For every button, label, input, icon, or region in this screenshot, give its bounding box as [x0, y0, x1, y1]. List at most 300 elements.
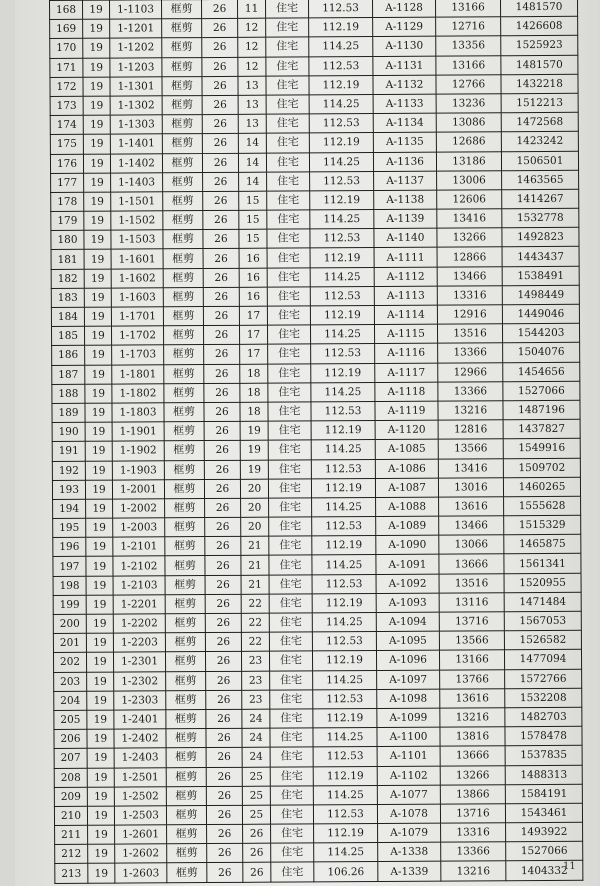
unit-no-cell: 1-2301: [113, 652, 165, 672]
unit-price-cell: 12816: [438, 420, 503, 440]
unit-price-cell: 13316: [437, 286, 502, 306]
usage-cell: 住宅: [269, 594, 312, 613]
table-body: [50, 0, 583, 883]
usage-cell: 住宅: [268, 459, 311, 478]
total-floors-cell: 26: [207, 863, 243, 882]
total-floors-cell: 26: [205, 633, 241, 652]
area-cell: 112.19: [309, 18, 373, 38]
total-price-cell: 1537835: [505, 746, 582, 766]
total-floors-cell: 26: [202, 19, 238, 38]
floor-cell: 15: [239, 229, 267, 248]
unit-price-cell: 13166: [435, 0, 500, 17]
unit-no-cell: 1-2401: [114, 710, 166, 730]
area-cell: 112.19: [309, 133, 373, 153]
unit-price-cell: 13566: [439, 631, 504, 651]
usage-cell: 住宅: [269, 632, 312, 651]
total-price-cell: 1509702: [503, 458, 580, 478]
total-price-cell: 1527066: [503, 381, 580, 401]
structure-type-cell: 框剪: [164, 364, 204, 383]
building-no-cell: 19: [85, 422, 112, 441]
structure-type-cell: 框剪: [165, 633, 205, 652]
floor-cell: 23: [242, 671, 270, 690]
unit-price-cell: 13086: [436, 113, 501, 133]
usage-cell: 住宅: [269, 575, 312, 594]
total-floors-cell: 26: [203, 249, 239, 268]
unit-no-cell: 1-1503: [111, 230, 163, 250]
row-index-cell: 195: [53, 518, 86, 537]
building-no-cell: 19: [87, 787, 114, 806]
floor-cell: 14: [238, 133, 266, 152]
page-number: 11: [563, 861, 576, 872]
record-no-cell: A-1117: [375, 363, 438, 383]
total-price-cell: 1482703: [505, 707, 582, 727]
structure-type-cell: 框剪: [162, 76, 202, 95]
area-cell: 112.53: [311, 344, 375, 364]
record-no-cell: A-1101: [377, 746, 440, 766]
area-cell: 112.53: [310, 171, 374, 191]
unit-no-cell: 1-2602: [115, 844, 167, 864]
usage-cell: 住宅: [271, 843, 314, 862]
total-price-cell: 1526582: [504, 630, 581, 650]
record-no-cell: A-1136: [373, 152, 436, 172]
unit-price-cell: 13366: [438, 343, 503, 363]
record-no-cell: A-1114: [374, 305, 437, 325]
total-floors-cell: 26: [203, 287, 239, 306]
usage-cell: 住宅: [268, 363, 311, 382]
building-no-cell: 19: [85, 480, 112, 499]
unit-price-cell: 13116: [439, 593, 504, 613]
total-price-cell: 1443437: [502, 247, 579, 267]
unit-price-cell: 13016: [438, 477, 503, 497]
total-floors-cell: 26: [205, 517, 241, 536]
total-floors-cell: 26: [203, 191, 239, 210]
total-floors-cell: 26: [204, 364, 240, 383]
row-index-cell: 210: [54, 806, 87, 825]
unit-no-cell: 1-2103: [113, 575, 165, 595]
unit-no-cell: 1-1501: [111, 192, 163, 212]
usage-cell: 住宅: [266, 18, 309, 37]
structure-type-cell: 框剪: [163, 211, 203, 230]
unit-price-cell: 13466: [437, 266, 502, 286]
unit-no-cell: 1-2403: [114, 748, 166, 768]
structure-type-cell: 框剪: [165, 575, 205, 594]
area-cell: 114.25: [313, 785, 377, 805]
building-no-cell: 19: [83, 0, 110, 19]
unit-no-cell: 1-2003: [113, 518, 165, 538]
row-index-cell: 199: [53, 595, 86, 614]
building-no-cell: 19: [83, 39, 110, 58]
area-cell: 112.19: [310, 248, 374, 268]
structure-type-cell: 框剪: [166, 709, 206, 728]
area-cell: 114.25: [311, 440, 375, 460]
total-floors-cell: 26: [205, 575, 241, 594]
unit-price-cell: 13816: [440, 727, 505, 747]
building-no-cell: 19: [83, 58, 110, 77]
unit-price-cell: 13416: [437, 209, 502, 229]
total-price-cell: 1437827: [503, 419, 580, 439]
record-no-cell: A-1093: [376, 593, 439, 613]
floor-cell: 23: [242, 690, 270, 709]
record-no-cell: A-1118: [375, 382, 438, 402]
floor-cell: 19: [240, 460, 268, 479]
record-no-cell: A-1116: [375, 344, 438, 364]
floor-cell: 15: [239, 210, 267, 229]
record-no-cell: A-1088: [376, 497, 439, 517]
record-no-cell: A-1119: [375, 401, 438, 421]
record-no-cell: A-1137: [374, 171, 437, 191]
area-cell: 112.19: [312, 593, 376, 613]
unit-no-cell: 1-1901: [112, 422, 164, 442]
building-no-cell: 19: [84, 288, 111, 307]
area-cell: 114.25: [312, 555, 376, 575]
unit-no-cell: 1-1202: [110, 38, 162, 58]
total-price-cell: 1463565: [502, 170, 579, 190]
usage-cell: 住宅: [269, 536, 312, 555]
floor-cell: 20: [241, 517, 269, 536]
structure-type-cell: 框剪: [163, 191, 203, 210]
usage-cell: 住宅: [267, 210, 310, 229]
unit-price-cell: 13766: [440, 669, 505, 689]
total-floors-cell: 26: [202, 76, 238, 95]
total-floors-cell: 26: [203, 230, 239, 249]
building-no-cell: 19: [85, 403, 112, 422]
total-floors-cell: 26: [203, 306, 239, 325]
record-no-cell: A-1113: [374, 286, 437, 306]
record-no-cell: A-1138: [374, 190, 437, 210]
unit-no-cell: 1-2303: [114, 691, 166, 711]
total-price-cell: 1487196: [503, 400, 580, 420]
building-no-cell: 19: [83, 19, 110, 38]
structure-type-cell: 框剪: [164, 383, 204, 402]
usage-cell: 住宅: [269, 651, 312, 670]
unit-price-cell: 13266: [437, 228, 502, 248]
unit-no-cell: 1-2101: [113, 537, 165, 557]
unit-price-cell: 13516: [439, 573, 504, 593]
total-price-cell: 1492823: [502, 228, 579, 248]
building-no-cell: 19: [86, 518, 113, 537]
floor-cell: 21: [241, 556, 269, 575]
total-price-cell: 1481570: [501, 55, 578, 75]
area-cell: 114.25: [310, 210, 374, 230]
unit-no-cell: 1-1703: [112, 345, 164, 365]
usage-cell: 住宅: [269, 613, 312, 632]
structure-type-cell: 框剪: [166, 748, 206, 767]
unit-price-cell: 13266: [440, 765, 505, 785]
floor-cell: 22: [241, 613, 269, 632]
row-index-cell: 173: [50, 96, 83, 115]
usage-cell: 住宅: [266, 95, 309, 114]
structure-type-cell: 框剪: [163, 287, 203, 306]
area-cell: 112.19: [311, 421, 375, 441]
floor-cell: 21: [241, 575, 269, 594]
unit-no-cell: 1-1402: [110, 153, 162, 173]
total-price-cell: 1477094: [504, 650, 581, 670]
area-cell: 114.25: [309, 94, 373, 114]
structure-type-cell: 框剪: [163, 230, 203, 249]
structure-type-cell: 框剪: [166, 805, 206, 824]
usage-cell: 住宅: [267, 325, 310, 344]
total-floors-cell: 26: [205, 537, 241, 556]
record-no-cell: A-1339: [378, 862, 441, 882]
unit-no-cell: 1-1903: [112, 460, 164, 480]
structure-type-cell: 框剪: [162, 19, 202, 38]
building-no-cell: 19: [84, 211, 111, 230]
usage-cell: 住宅: [271, 862, 314, 881]
usage-cell: 住宅: [266, 152, 309, 171]
total-floors-cell: 26: [206, 786, 242, 805]
unit-price-cell: 13356: [436, 36, 501, 56]
floor-cell: 18: [240, 383, 268, 402]
structure-type-cell: 框剪: [167, 825, 207, 844]
unit-no-cell: 1-1603: [111, 288, 163, 308]
unit-price-cell: 13236: [436, 94, 501, 114]
total-floors-cell: 26: [205, 498, 241, 517]
total-floors-cell: 26: [202, 38, 238, 57]
unit-price-cell: 13416: [438, 458, 503, 478]
total-price-cell: 1493922: [506, 822, 583, 842]
record-no-cell: A-1115: [374, 324, 437, 344]
building-no-cell: 19: [86, 557, 113, 576]
structure-type-cell: 框剪: [164, 460, 204, 479]
record-no-cell: A-1099: [377, 708, 440, 728]
unit-no-cell: 1-2203: [113, 633, 165, 653]
unit-price-cell: 13616: [439, 497, 504, 517]
building-no-cell: 19: [87, 729, 114, 748]
building-no-cell: 19: [87, 748, 114, 767]
row-index-cell: 197: [53, 557, 86, 576]
total-floors-cell: 26: [204, 383, 240, 402]
total-price-cell: 1465875: [504, 535, 581, 555]
total-price-cell: 1532778: [502, 208, 579, 228]
building-no-cell: 19: [86, 576, 113, 595]
usage-cell: 住宅: [268, 383, 311, 402]
usage-cell: 住宅: [269, 555, 312, 574]
usage-cell: 住宅: [268, 479, 311, 498]
record-no-cell: A-1131: [373, 56, 436, 76]
floor-cell: 26: [243, 824, 271, 843]
usage-cell: 住宅: [267, 172, 310, 191]
unit-price-cell: 13666: [440, 746, 505, 766]
floor-cell: 25: [242, 767, 270, 786]
structure-type-cell: 框剪: [167, 863, 207, 882]
row-index-cell: 208: [54, 768, 87, 787]
record-no-cell: A-1133: [373, 94, 436, 114]
record-no-cell: A-1090: [376, 535, 439, 555]
total-floors-cell: 26: [204, 345, 240, 364]
record-no-cell: A-1097: [377, 670, 440, 690]
record-no-cell: A-1096: [376, 651, 439, 671]
total-price-cell: 1449046: [502, 304, 579, 324]
row-index-cell: 182: [51, 269, 84, 288]
area-cell: 112.53: [312, 517, 376, 537]
unit-no-cell: 1-2001: [112, 479, 164, 499]
row-index-cell: 211: [55, 825, 88, 844]
unit-no-cell: 1-1203: [110, 57, 162, 77]
unit-no-cell: 1-2202: [113, 614, 165, 634]
floor-cell: 14: [239, 172, 267, 191]
record-no-cell: A-1130: [373, 37, 436, 57]
record-no-cell: A-1135: [373, 132, 436, 152]
floor-cell: 22: [241, 594, 269, 613]
unit-price-cell: 12916: [437, 305, 502, 325]
total-price-cell: 1543461: [505, 803, 582, 823]
unit-price-cell: 12606: [437, 190, 502, 210]
unit-price-cell: 13466: [439, 516, 504, 536]
total-floors-cell: 26: [202, 95, 238, 114]
row-index-cell: 194: [53, 499, 86, 518]
area-cell: 112.19: [309, 75, 373, 95]
area-cell: 114.25: [309, 152, 373, 172]
total-price-cell: 1414267: [502, 189, 579, 209]
area-cell: 114.25: [314, 843, 378, 863]
structure-type-cell: 框剪: [166, 690, 206, 709]
unit-price-cell: 13166: [439, 650, 504, 670]
total-floors-cell: 26: [206, 728, 242, 747]
unit-price-cell: 13006: [437, 170, 502, 190]
building-no-cell: 19: [87, 672, 114, 691]
record-no-cell: A-1128: [372, 0, 435, 18]
area-cell: 114.25: [313, 728, 377, 748]
area-cell: 114.25: [311, 382, 375, 402]
usage-cell: 住宅: [266, 37, 309, 56]
building-no-cell: 19: [88, 844, 115, 863]
floor-cell: 25: [242, 805, 270, 824]
building-no-cell: 19: [84, 269, 111, 288]
total-price-cell: 1532208: [505, 688, 582, 708]
row-index-cell: 213: [55, 864, 88, 883]
area-cell: 112.53: [312, 574, 376, 594]
total-floors-cell: 26: [202, 134, 238, 153]
total-price-cell: 1426608: [501, 16, 578, 36]
total-floors-cell: 26: [204, 421, 240, 440]
total-floors-cell: 26: [203, 172, 239, 191]
total-price-cell: 1488313: [505, 765, 582, 785]
table-row: [55, 861, 583, 883]
record-no-cell: A-1111: [374, 248, 437, 268]
row-index-cell: 200: [53, 614, 86, 633]
total-floors-cell: 26: [206, 671, 242, 690]
area-cell: 112.53: [310, 286, 374, 306]
unit-no-cell: 1-1801: [112, 364, 164, 384]
total-floors-cell: 26: [206, 709, 242, 728]
structure-type-cell: 框剪: [166, 729, 206, 748]
area-cell: 112.53: [312, 632, 376, 652]
usage-cell: 住宅: [267, 306, 310, 325]
row-index-cell: 187: [52, 365, 85, 384]
area-cell: 112.53: [309, 56, 373, 76]
usage-cell: 住宅: [267, 287, 310, 306]
area-cell: 112.53: [313, 689, 377, 709]
unit-no-cell: 1-2302: [114, 671, 166, 691]
usage-cell: 住宅: [266, 76, 309, 95]
row-index-cell: 175: [50, 135, 83, 154]
unit-price-cell: 13666: [439, 554, 504, 574]
total-floors-cell: 26: [204, 402, 240, 421]
total-floors-cell: 26: [202, 114, 238, 133]
row-index-cell: 189: [52, 403, 85, 422]
floor-cell: 19: [240, 421, 268, 440]
unit-price-cell: 13216: [440, 708, 505, 728]
usage-cell: 住宅: [267, 229, 310, 248]
unit-no-cell: 1-1902: [112, 441, 164, 461]
record-no-cell: A-1089: [376, 516, 439, 536]
usage-cell: 住宅: [270, 690, 313, 709]
total-price-cell: 1498449: [502, 285, 579, 305]
area-cell: 114.25: [312, 497, 376, 517]
floor-cell: 11: [237, 0, 265, 19]
usage-cell: 住宅: [270, 805, 313, 824]
area-cell: 112.19: [310, 306, 374, 326]
structure-type-cell: 框剪: [162, 57, 202, 76]
record-no-cell: A-1091: [376, 555, 439, 575]
area-cell: 114.25: [310, 267, 374, 287]
area-cell: 114.25: [312, 613, 376, 633]
unit-no-cell: 1-1802: [112, 384, 164, 404]
building-no-cell: 19: [85, 441, 112, 460]
building-no-cell: 19: [83, 154, 110, 173]
record-no-cell: A-1078: [377, 804, 440, 824]
building-no-cell: 19: [87, 768, 114, 787]
unit-price-cell: 12716: [436, 17, 501, 37]
unit-no-cell: 1-2402: [114, 729, 166, 749]
floor-cell: 20: [241, 498, 269, 517]
unit-price-cell: 13616: [440, 688, 505, 708]
total-price-cell: 1578478: [505, 726, 582, 746]
floor-cell: 12: [238, 18, 266, 37]
row-index-cell: 186: [52, 346, 85, 365]
usage-cell: 住宅: [267, 248, 310, 267]
unit-price-cell: 12766: [436, 74, 501, 94]
record-no-cell: A-1085: [375, 439, 438, 459]
total-price-cell: 1423242: [501, 132, 578, 152]
usage-cell: 住宅: [268, 440, 311, 459]
building-no-cell: 19: [85, 384, 112, 403]
total-price-cell: 1515329: [504, 515, 581, 535]
total-floors-cell: 26: [205, 613, 241, 632]
total-price-cell: 1538491: [502, 266, 579, 286]
area-cell: 114.25: [309, 37, 373, 57]
usage-cell: 住宅: [270, 747, 313, 766]
usage-cell: 住宅: [270, 670, 313, 689]
total-price-cell: 1549916: [503, 439, 580, 459]
total-floors-cell: 26: [202, 57, 238, 76]
building-no-cell: 19: [88, 864, 115, 883]
floor-cell: 12: [238, 38, 266, 57]
floor-cell: 18: [240, 364, 268, 383]
total-price-cell: 1460265: [503, 477, 580, 497]
total-price-cell: 1512213: [501, 93, 578, 113]
total-floors-cell: 26: [206, 767, 242, 786]
unit-no-cell: 1-1303: [110, 115, 162, 135]
area-cell: 112.53: [311, 459, 375, 479]
building-no-cell: 19: [83, 96, 110, 115]
building-no-cell: 19: [85, 365, 112, 384]
record-no-cell: A-1120: [375, 420, 438, 440]
floor-cell: 16: [239, 268, 267, 287]
building-no-cell: 19: [84, 192, 111, 211]
structure-type-cell: 框剪: [165, 537, 205, 556]
record-no-cell: A-1140: [374, 228, 437, 248]
building-no-cell: 19: [86, 614, 113, 633]
record-no-cell: A-1086: [375, 459, 438, 479]
floor-cell: 17: [240, 345, 268, 364]
usage-cell: 住宅: [268, 402, 311, 421]
total-floors-cell: 26: [207, 824, 243, 843]
building-no-cell: 19: [87, 710, 114, 729]
row-index-cell: 192: [52, 461, 85, 480]
total-floors-cell: 26: [205, 594, 241, 613]
record-no-cell: A-1077: [377, 785, 440, 805]
